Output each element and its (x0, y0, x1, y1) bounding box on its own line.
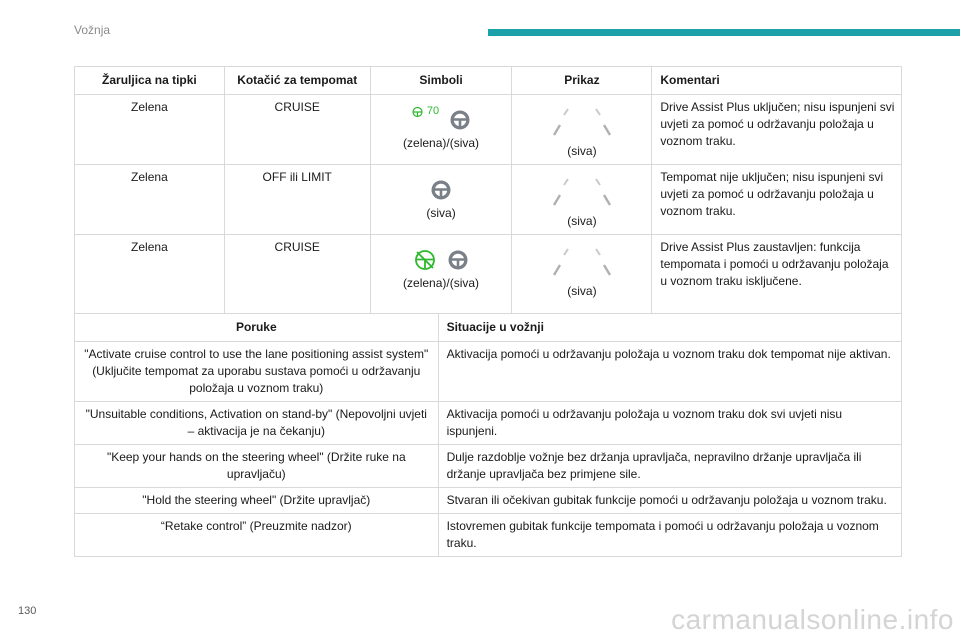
wheel-cell: OFF ili LIMIT (224, 165, 370, 235)
comment-cell: Drive Assist Plus zaustavljen: funkcija tempomata i pomoći u održavanju položaja u voznom traku isključene. (652, 235, 902, 319)
message-cell: "Keep your hands on the steering wheel" (Držite ruke na upravljaču) (75, 445, 439, 488)
table-row (75, 95, 902, 165)
wheel-cell: CRUISE (224, 235, 370, 319)
symbols-caption: (zelena)/(siva) (403, 136, 480, 150)
situation-cell: Stvaran ili očekivan gubitak funkcije pomoći u održavanju položaja u voznom traku. (438, 488, 901, 514)
col-header: Poruke (75, 314, 439, 342)
indicator-table (74, 66, 902, 319)
lamp-cell: Zelena (75, 235, 225, 319)
wheel-cell: CRUISE (224, 95, 370, 165)
col-header: Kotačić za tempomat (224, 67, 370, 95)
situation-cell: Aktivacija pomoći u održavanju položaja u voznom traku dok svi uvjeti nisu ispunjeni. (438, 402, 901, 445)
message-cell: “Retake control” (Preuzmite nadzor) (75, 514, 439, 557)
table-header-row (75, 314, 902, 342)
table-header-row (75, 67, 902, 95)
lane-markings-icon (542, 105, 622, 141)
situation-cell: Istovremen gubitak funkcije tempomata i pomoći u održavanju položaja u voznom traku. (438, 514, 901, 557)
grey-steering-wheel-icon (430, 179, 452, 201)
messages-table (74, 313, 902, 557)
comment-cell: Drive Assist Plus uključen; nisu ispunjeni svi uvjeti za pomoć u održavanju položaja u voznom traku. (652, 95, 902, 165)
table-row (75, 165, 902, 235)
display-cell (512, 235, 652, 319)
section-title: Vožnja (74, 23, 111, 37)
message-cell: "Hold the steering wheel" (Držite upravljač) (75, 488, 439, 514)
speed-value: 70 (426, 105, 440, 117)
comment-cell: Tempomat nije uključen; nisu ispunjeni svi uvjeti za pomoć u održavanju položaja u voznom traku. (652, 165, 902, 235)
symbols-cell (370, 235, 512, 319)
symbols-caption: (siva) (426, 206, 456, 220)
lane-markings-icon (542, 245, 622, 281)
display-cell (512, 165, 652, 235)
symbols-caption: (zelena)/(siva) (403, 276, 480, 290)
table-row (75, 342, 902, 402)
table-row (75, 235, 902, 319)
display-caption: (siva) (567, 144, 597, 158)
situation-cell: Aktivacija pomoći u održavanju položaja u voznom traku dok tempomat nije aktivan. (438, 342, 901, 402)
display-cell (512, 95, 652, 165)
display-caption: (siva) (567, 214, 597, 228)
lamp-cell: Zelena (75, 95, 225, 165)
message-cell: "Unsuitable conditions, Activation on stand-by" (Nepovoljni uvjeti – aktivacija je na čekanju) (75, 402, 439, 445)
table-row (75, 514, 902, 557)
green-steering-wheel-crossed-icon (413, 248, 437, 272)
grey-steering-wheel-icon (449, 109, 471, 131)
table-row (75, 488, 902, 514)
green-steering-speed-indicator (411, 103, 439, 120)
lane-markings-icon (542, 175, 622, 211)
watermark-text: carmanualsonline.info (671, 604, 954, 635)
table-row (75, 445, 902, 488)
table-row (75, 402, 902, 445)
lamp-cell: Zelena (75, 165, 225, 235)
symbols-cell (370, 165, 512, 235)
col-header: Žaruljica na tipki (75, 67, 225, 95)
col-header: Situacije u vožnji (438, 314, 901, 342)
lane-steering-icon (411, 106, 424, 118)
situation-cell: Dulje razdoblje vožnje bez držanja upravljača, nepravilno držanje upravljača ili držanje upravljača bez primjene sile. (438, 445, 901, 488)
col-header: Simboli (370, 67, 512, 95)
message-cell: "Activate cruise control to use the lane positioning assist system" (Uključite tempomat za uporabu sustava pomoći u održavanju položaja u voznom traku) (75, 342, 439, 402)
col-header: Komentari (652, 67, 902, 95)
symbols-cell (370, 95, 512, 165)
grey-steering-wheel-icon (447, 249, 469, 271)
col-header: Prikaz (512, 67, 652, 95)
display-caption: (siva) (567, 284, 597, 298)
header-accent-bar (488, 29, 960, 36)
page-number: 130 (18, 605, 37, 617)
